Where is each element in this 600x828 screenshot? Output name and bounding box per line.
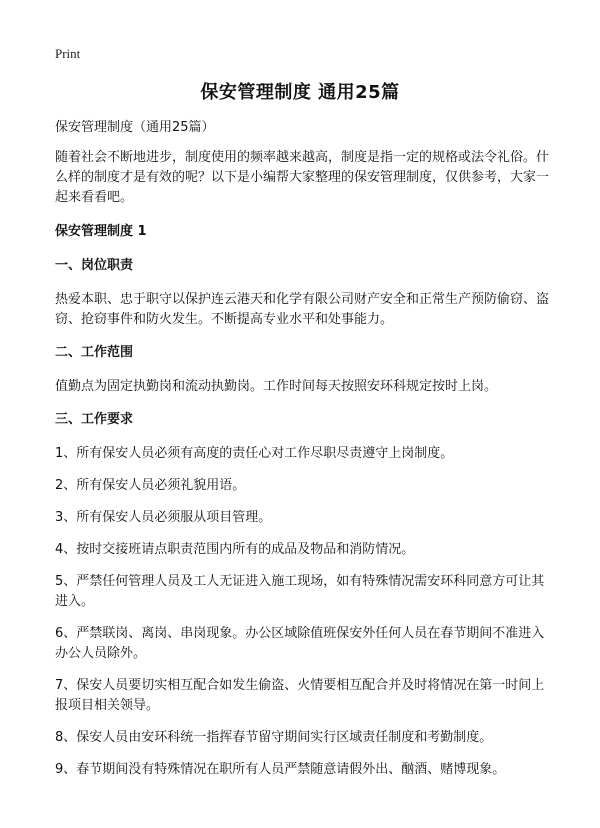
requirement-item: 2、所有保安人员必须礼貌用语。	[55, 478, 246, 493]
print-link[interactable]: Print	[55, 46, 81, 61]
duties-paragraph: 热爱本职、忠于职守以保护连云港天和化学有限公司财产安全和正常生产预防偷窃、盗窃、抢窃事件和防火发生。不断提高专业水平和处事能力。	[55, 292, 550, 327]
requirement-item: 3、所有保安人员必须服从项目管理。	[55, 510, 272, 525]
requirement-item: 4、按时交接班请点职责范围内所有的成品及物品和消防情况。	[55, 542, 415, 557]
requirement-item: 6、严禁联岗、离岗、串岗现象。办公区域除值班保安外任何人员在春节期间不准进入办公人员除外。	[55, 626, 545, 661]
scope-paragraph: 值勤点为固定执勤岗和流动执勤岗。工作时间每天按照安环科规定按时上岗。	[55, 379, 498, 394]
requirement-item: 7、保安人员要切实相互配合如发生偷盗、火情要相互配合并及时将情况在第一时间上报项目相关领导。	[55, 678, 545, 713]
heading-requirements: 三、工作要求	[55, 412, 134, 427]
section-title: 保安管理制度 1	[55, 224, 147, 239]
requirement-item: 1、所有保安人员必须有高度的责任心对工作尽职尽责遵守上岗制度。	[55, 446, 454, 461]
requirement-item: 5、严禁任何管理人员及工人无证进入施工现场，如有特殊情况需安环科同意方可让其进入。	[55, 574, 545, 609]
document-subtitle: 保安管理制度（通用25篇）	[55, 120, 215, 135]
heading-duties: 一、岗位职责	[55, 258, 134, 273]
heading-scope: 二、工作范围	[55, 345, 134, 360]
intro-paragraph: 随着社会不断地进步，制度使用的频率越来越高，制度是指一定的规格或法令礼俗。什么样的制度才是有效的呢？以下是小编帮大家整理的保安管理制度，仅供参考，大家一起来看看吧。	[55, 150, 550, 205]
requirement-item: 9、春节期间没有特殊情况在职所有人员严禁随意请假外出、酗酒、赌博现象。	[55, 762, 506, 777]
page-title: 保安管理制度 通用25篇	[200, 82, 400, 103]
document-body	[55, 118, 550, 792]
requirement-item: 8、保安人员由安环科统一指挥春节留守期间实行区域责任制度和考勤制度。	[55, 730, 493, 745]
